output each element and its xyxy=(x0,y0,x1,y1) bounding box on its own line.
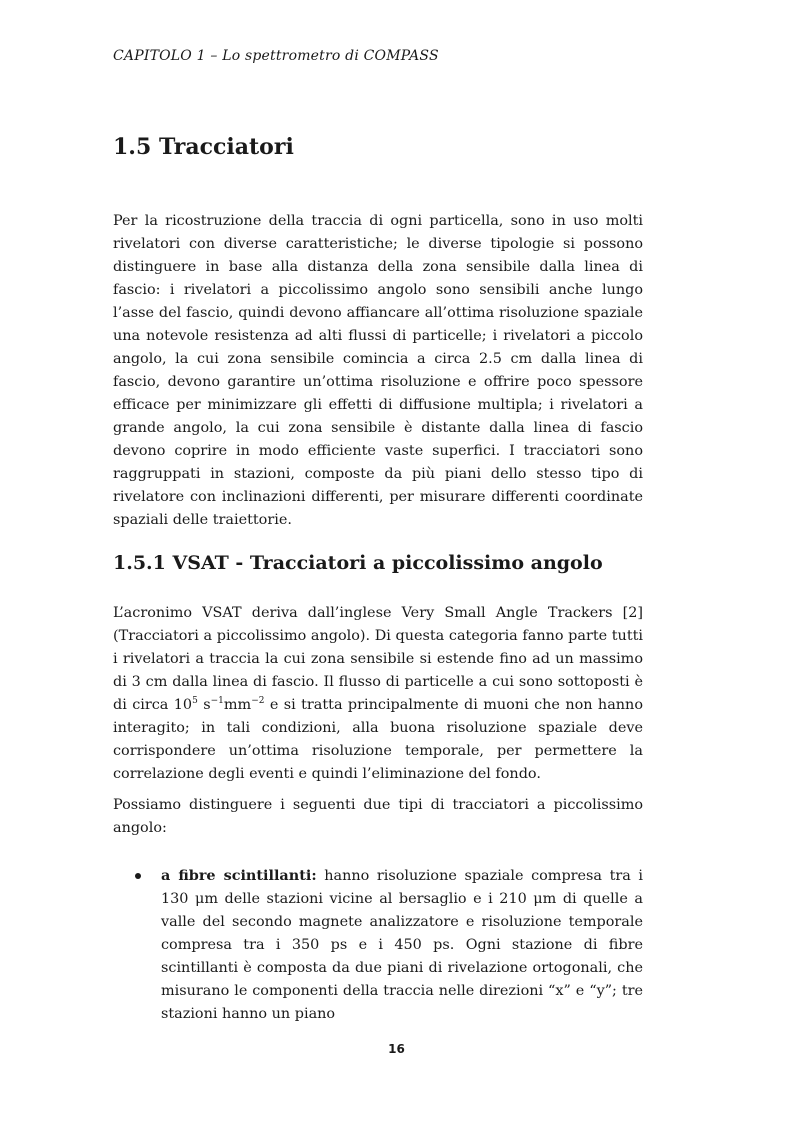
vsat-paragraph xyxy=(113,602,643,786)
section-number: 1.5 xyxy=(113,134,152,160)
bullet-text: hanno risoluzione spaziale compresa tra i 130 μm delle stazioni vicine al bersaglio e i 210 μm di quelle a valle del secondo magnete analizzatore e risoluzione temporale compresa tra i 350 ps e i 450 ps. Ogni stazione di fibre scintillanti è composta da due piani di rivelazione ortogonali, che misurano le componenti della traccia nelle direzioni “x” e “y”; tre stazioni hanno un piano xyxy=(161,868,643,1022)
tracker-type-list xyxy=(113,864,643,1026)
section-title: Tracciatori xyxy=(159,134,294,160)
subsection-heading: 1.5.1 VSAT - Tracciatori a piccolissimo angolo xyxy=(113,552,603,574)
exponent-5: 5 xyxy=(192,696,198,707)
exponent-minus-1: −1 xyxy=(210,696,224,707)
unit-s: s xyxy=(197,697,211,713)
running-header: CAPITOLO 1 – Lo spettrometro di COMPASS xyxy=(113,48,439,64)
vsat-text-part1: L’acronimo VSAT deriva dall’inglese Very Small Angle Trackers [2] (Tracciatori a piccolissimo angolo). Di questa categoria fanno parte tutti i rivelatori a traccia la cui zona sensibile si estende fino ad un massimo di 3 cm dalla linea di fascio. Il flusso di particelle a cui sono sottoposti è di circa 10 xyxy=(113,605,643,713)
section-heading xyxy=(113,134,294,160)
intro-paragraph: Per la ricostruzione della traccia di ogni particella, sono in uso molti rivelatori con diverse caratteristiche; le diverse tipologie si possono distinguere in base alla distanza della zona sensibile dalla linea di fascio: i rivelatori a piccolissimo angolo sono sensibili anche lungo l’asse del fascio, quindi devono affiancare all’ottima risoluzione spaziale una notevole resistenza ad alti flussi di particelle; i rivelatori a piccolo angolo, la cui zona sensibile comincia a circa 2.5 cm dalla linea di fascio, devono garantire un’ottima risoluzione e offrire poco spessore efficace per minimizzare gli effetti di diffusione multipla; i rivelatori a grande angolo, la cui zona sensibile è distante dalla linea di fascio devono coprire in modo efficiente vaste superfici. I tracciatori sono raggruppati in stazioni, composte da più piani dello stesso tipo di rivelatore con inclinazioni differenti, per misurare differenti coordinate spaziali delle traiettorie. xyxy=(113,213,643,528)
bullet-term: a fibre scintillanti: xyxy=(161,867,317,884)
vsat-text-part2: e si tratta principalmente di muoni che non hanno interagito; in tali condizioni, alla buona risoluzione spaziale deve corrispondere un’ottima risoluzione temporale, per permettere la correlazione degli eventi e quindi l’eliminazione del fondo. xyxy=(113,697,643,782)
list-item xyxy=(113,864,643,1026)
page-number: 16 xyxy=(388,1042,405,1056)
distinguish-paragraph: Possiamo distinguere i seguenti due tipi di tracciatori a piccolissimo angolo: xyxy=(113,797,643,836)
bullet-icon xyxy=(135,873,141,879)
exponent-minus-2: −2 xyxy=(251,696,265,707)
unit-mm: mm xyxy=(223,697,252,713)
